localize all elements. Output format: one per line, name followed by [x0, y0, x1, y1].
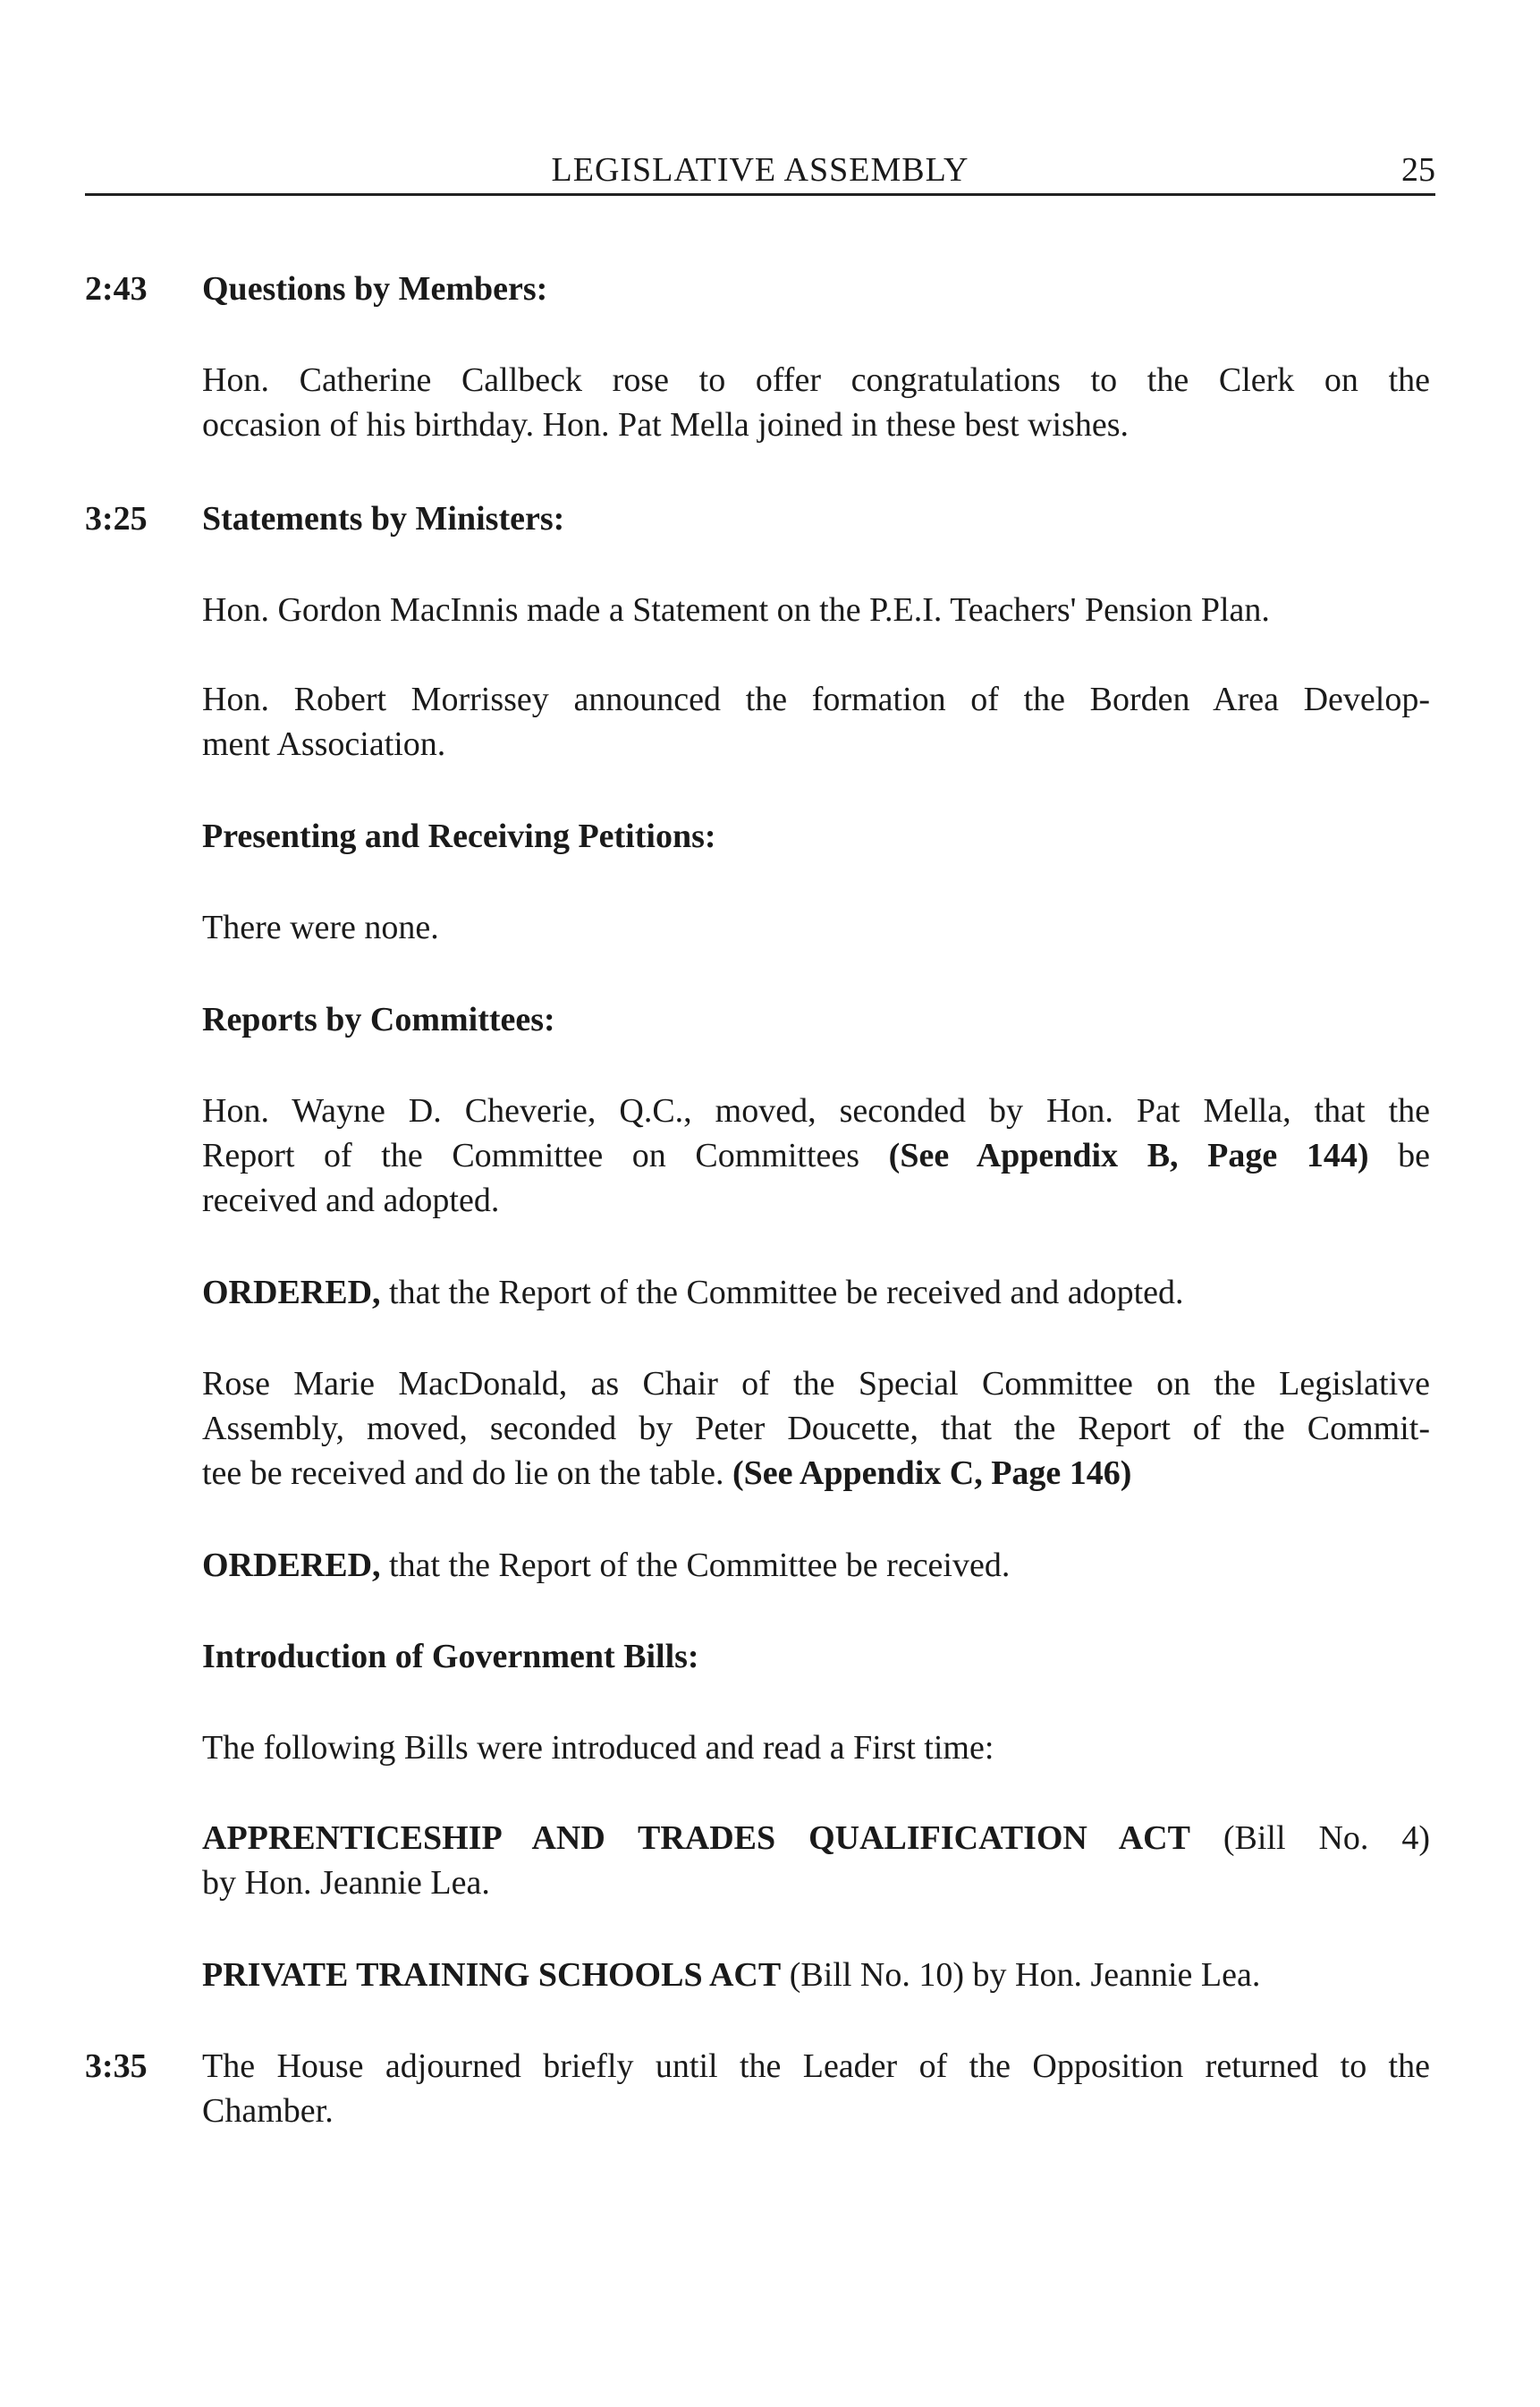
text-span: (Bill No. 4): [1189, 1819, 1430, 1857]
time-stamp: 3:25: [85, 500, 148, 538]
section-heading-questions: Questions by Members:: [202, 270, 548, 308]
text-line: Rose Marie MacDonald, as Chair of the Special Committee on the Legislative: [202, 1365, 1430, 1403]
section-heading-statements: Statements by Ministers:: [202, 500, 565, 538]
ordered-label: ORDERED,: [202, 1274, 381, 1311]
text-line: Hon. Catherine Callbeck rose to offer congratulations to the Clerk on the: [202, 361, 1430, 399]
bill-name: PRIVATE TRAINING SCHOOLS ACT: [202, 1956, 782, 1994]
bill-entry: [202, 1953, 1430, 1997]
text-line: [202, 1816, 1430, 1860]
text-line: occasion of his birthday. Hon. Pat Mella joined in these best wishes.: [202, 406, 1130, 444]
text-span: tee be received and do lie on the table.: [202, 1454, 732, 1492]
report-paragraph: [202, 1361, 1430, 1496]
text-line: by Hon. Jeannie Lea.: [202, 1864, 490, 1902]
text-line: The House adjourned briefly until the Leader of the Opposition returned to the: [202, 2047, 1430, 2085]
page-number: 25: [1401, 151, 1435, 189]
section-heading-petitions: Presenting and Receiving Petitions:: [202, 818, 716, 855]
appendix-reference: (See Appendix C, Page 146): [732, 1454, 1132, 1492]
time-stamp: 3:35: [85, 2047, 148, 2085]
statement-paragraph: Hon. Gordon MacInnis made a Statement on the P.E.I. Teachers' Pension Plan.: [202, 591, 1270, 629]
text-line: Assembly, moved, seconded by Peter Doucette, that the Report of the Commit-: [202, 1410, 1430, 1447]
ordered-paragraph: [202, 1543, 1430, 1588]
text-line: [202, 1451, 1430, 1496]
report-paragraph: [202, 1089, 1430, 1223]
text-line: ment Association.: [202, 725, 446, 763]
text-span: be: [1368, 1137, 1430, 1174]
text-line: Hon. Robert Morrissey announced the formation of the Borden Area Develop-: [202, 681, 1430, 718]
text-span: Report of the Committee on Committees: [202, 1137, 889, 1174]
text-line: Hon. Wayne D. Cheverie, Q.C., moved, seconded by Hon. Pat Mella, that the: [202, 1092, 1430, 1130]
section-heading-reports: Reports by Committees:: [202, 1001, 555, 1038]
adjourn-paragraph: [202, 2044, 1430, 2133]
text-span: that the Report of the Committee be received.: [380, 1547, 1011, 1584]
questions-paragraph: [202, 358, 1430, 447]
ordered-label: ORDERED,: [202, 1547, 381, 1584]
text-span: (Bill No. 10) by Hon. Jeannie Lea.: [781, 1956, 1261, 1994]
text-span: that the Report of the Committee be received and adopted.: [380, 1274, 1184, 1311]
appendix-reference: (See Appendix B, Page 144): [888, 1137, 1369, 1174]
section-heading-bills: Introduction of Government Bills:: [202, 1638, 699, 1675]
bill-entry: [202, 1816, 1430, 1905]
text-line: Chamber.: [202, 2092, 334, 2130]
bills-intro: The following Bills were introduced and read a First time:: [202, 1729, 994, 1767]
text-line: received and adopted.: [202, 1182, 500, 1219]
page-header: [85, 143, 1435, 196]
bill-name: APPRENTICESHIP AND TRADES QUALIFICATION ACT: [202, 1819, 1190, 1857]
petitions-text: There were none.: [202, 909, 439, 946]
statement-paragraph: [202, 677, 1430, 767]
ordered-paragraph: [202, 1270, 1430, 1315]
running-title: LEGISLATIVE ASSEMBLY: [551, 151, 969, 189]
time-stamp: 2:43: [85, 270, 148, 308]
text-line: [202, 1133, 1430, 1178]
